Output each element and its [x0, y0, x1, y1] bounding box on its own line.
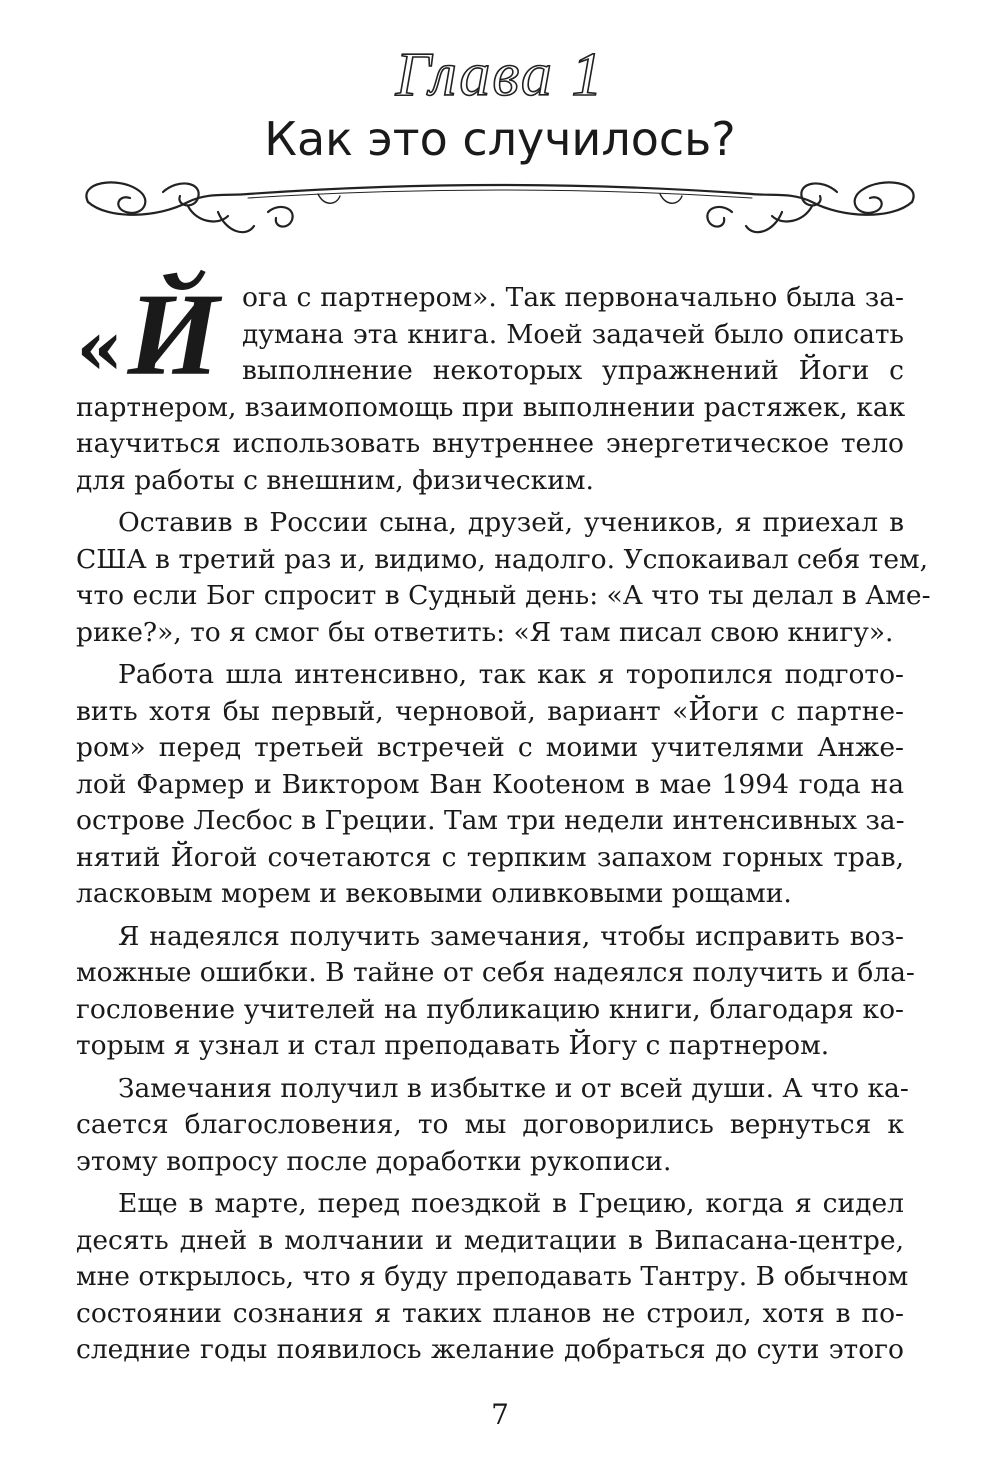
text-line: гословение учителей на публикацию книги, благодаря ко- [76, 993, 904, 1025]
text-line: США в третий раз и, видимо, надолго. Успокаивал себя тем, [76, 543, 929, 575]
text-line: состоянии сознания я таких планов не строил, хотя в по- [76, 1297, 904, 1329]
text-line: сается благословения, то мы договорились вернуться к [76, 1109, 904, 1140]
page-number: 7 [491, 1398, 509, 1431]
text-line: можные ошибки. В тайне от себя надеялся получить и бла- [76, 957, 915, 988]
text-line: что если Бог спросит в Судный день: «А что ты делал в Аме- [76, 580, 931, 611]
text-line: Оставив в России сына, друзей, учеников, я приехал в [118, 507, 904, 538]
text-line: мне открылось, что я буду преподавать Тантру. В обычном [76, 1261, 909, 1292]
text-line: лой Фармер и Виктором Ван Кootеном в мае 1994 года на [76, 768, 904, 800]
chapter-title: Как это случилось? [264, 112, 736, 166]
text-line: рике?», то я смог бы ответить: «Я там писал свою книгу». [76, 616, 894, 648]
text-line: ласковым морем и вековыми оливковыми рощами. [76, 878, 792, 909]
text-line: этому вопросу после доработки рукописи. [76, 1145, 672, 1177]
text-line: партнером, взаимопомощь при выполнении растяжек, как [76, 391, 906, 423]
chapter-label: Глава 1 [395, 41, 605, 109]
text-line: Работа шла интенсивно, так как я торопился подгото- [118, 659, 904, 690]
ornament-divider [68, 172, 932, 244]
text-line: для работы с внешним, физическим. [76, 464, 594, 496]
text-line: Я надеялся получить замечания, чтобы исправить воз- [118, 920, 904, 952]
text-line: острове Лесбос в Греции. Там три недели интенсивных за- [76, 805, 905, 836]
text-line: нятий Йогой сочетаются с терпким запахом горных трав, [76, 841, 904, 873]
text-line: научиться использовать внутреннее энергетическое тело [76, 428, 904, 459]
dropcap-letter: Й [127, 269, 220, 400]
text-line: десять дней в молчании и медитации в Випасана-центре, [76, 1224, 904, 1256]
text-line: ром» перед третьей встречей с моими учителями Анже- [76, 732, 904, 763]
dropcap-paragraph [76, 269, 904, 400]
text-line: вить хотя бы первый, черновой, вариант «Йоги с партне- [76, 695, 904, 727]
text-line: Еще в марте, перед поездкой в Грецию, когда я сидел [118, 1188, 904, 1219]
text-line: ога с партнером». Так первоначально была за- [242, 282, 904, 313]
body-text [76, 269, 931, 1369]
dropcap [76, 269, 241, 400]
text-line: Замечания получил в избытке и от всей души. А что ка- [118, 1072, 909, 1104]
text-line: думана эта книга. Моей задачей было описать [242, 318, 904, 350]
text-line: выполнение некоторых упражнений Йоги с [242, 355, 904, 386]
text-line: следние годы появилось желание добраться до сути этого [76, 1334, 904, 1365]
text-line: торым я узнал и стал преподавать Йогу с партнером. [76, 1030, 830, 1061]
dropcap-quote: « [76, 303, 124, 392]
